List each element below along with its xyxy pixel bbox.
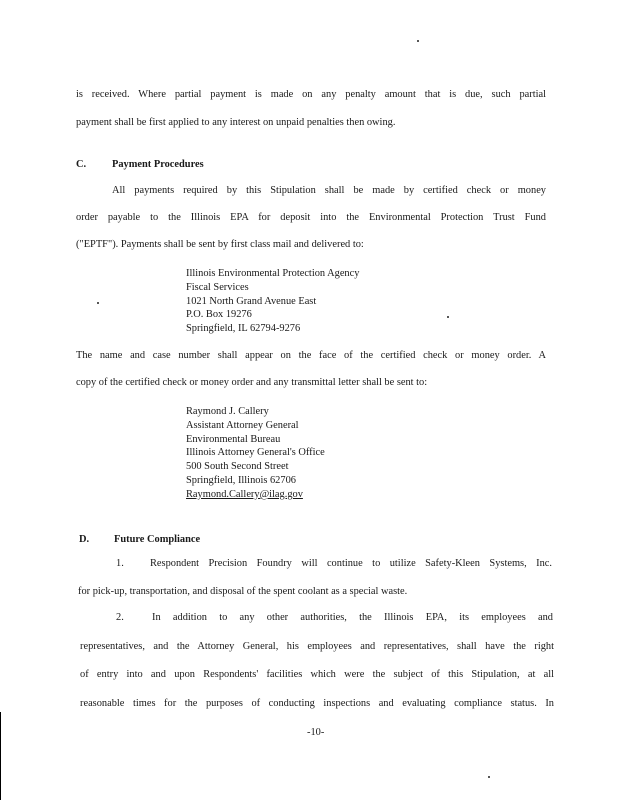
address-line: Assistant Attorney General <box>186 419 299 431</box>
address-line: 1021 North Grand Avenue East <box>186 295 317 307</box>
scan-edge-line <box>0 712 1 800</box>
paragraph-line: for pick-up, transportation, and disposal of the spent coolant as a special waste. <box>78 586 408 597</box>
paragraph-line: order payable to the Illinois EPA for deposit into the Environmental Protection Trust Fund <box>76 212 546 223</box>
scan-speck <box>447 316 449 318</box>
address-line: P.O. Box 19276 <box>186 309 252 321</box>
address-line: Fiscal Services <box>186 281 249 293</box>
page-number: -10- <box>307 727 325 738</box>
paragraph-line: representatives, and the Attorney General, his employees and representatives, shall have the right <box>80 641 554 652</box>
paragraph-line: is received. Where partial payment is made on any penalty amount that is due, such partial <box>76 89 546 100</box>
epa-mailing-address <box>186 267 359 336</box>
scan-speck <box>417 40 419 42</box>
section-c-letter: C. <box>76 159 87 170</box>
address-line: Springfield, Illinois 62706 <box>186 474 296 486</box>
scan-speck <box>488 776 490 778</box>
email-link[interactable]: Raymond.Callery@ilag.gov <box>186 488 303 500</box>
item-number: 2. <box>116 612 124 623</box>
address-line: Illinois Attorney General's Office <box>186 447 325 459</box>
address-line: Illinois Environmental Protection Agency <box>186 268 360 279</box>
paragraph-line: payment shall be first applied to any interest on unpaid penalties then owing. <box>76 117 396 128</box>
address-line: 500 South Second Street <box>186 461 289 473</box>
paragraph-line: of entry into and upon Respondents' facilities which were the subject of this Stipulation, at all <box>80 669 554 680</box>
section-d-letter: D. <box>79 534 90 545</box>
address-line: Springfield, IL 62794-9276 <box>186 323 301 335</box>
address-line: Environmental Bureau <box>186 433 281 445</box>
paragraph-line: The name and case number shall appear on the face of the certified check or money order. A <box>76 350 546 361</box>
address-line: Raymond J. Callery <box>186 406 269 417</box>
paragraph-line: ("EPTF"). Payments shall be sent by first class mail and delivered to: <box>76 239 364 250</box>
paragraph-line: copy of the certified check or money order and any transmittal letter shall be sent to: <box>76 377 428 388</box>
section-c-heading: Payment Procedures <box>112 159 204 170</box>
paragraph-line: All payments required by this Stipulation shall be made by certified check or money <box>112 185 546 196</box>
paragraph-line: reasonable times for the purposes of conducting inspections and evaluating compliance status. In <box>80 698 554 709</box>
item-number: 1. <box>116 558 124 569</box>
paragraph-line: Respondent Precision Foundry will continue to utilize Safety-Kleen Systems, Inc. <box>150 558 552 569</box>
section-d-heading: Future Compliance <box>114 534 201 545</box>
paragraph-line: In addition to any other authorities, the Illinois EPA, its employees and <box>152 612 553 623</box>
scan-speck <box>97 302 99 304</box>
attorney-general-address <box>186 405 325 502</box>
